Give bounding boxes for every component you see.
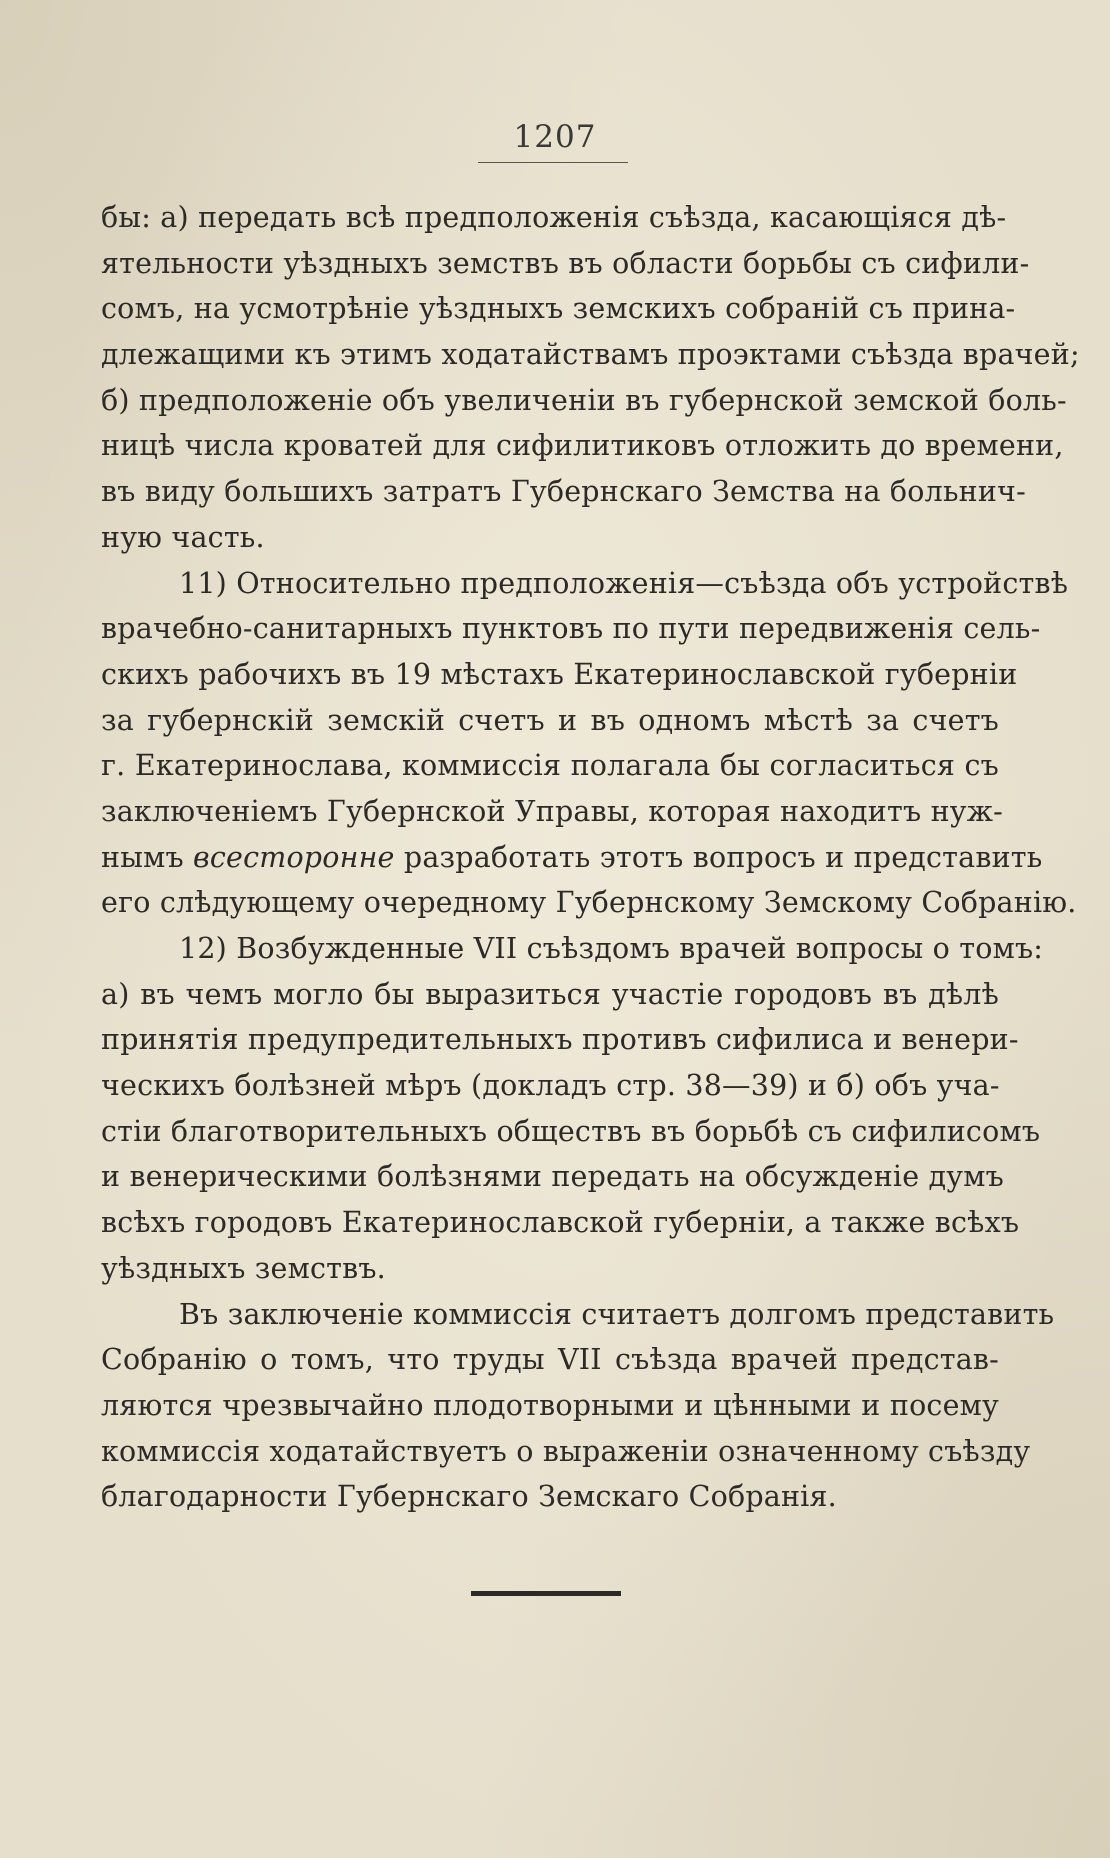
text-line: благодарности Губернскаго Земскаго Собранія.: [101, 1480, 837, 1514]
text-line: заключеніемъ Губернской Управы, которая находитъ нуж-: [101, 794, 1003, 828]
italic-word: всесторонне: [193, 840, 395, 874]
text-line: б) предположеніе объ увеличеніи въ губернской земской боль-: [101, 383, 1067, 417]
text-line: его слѣдующему очередному Губернскому Земскому Собранію.: [101, 886, 1077, 920]
text-line: ческихъ болѣзней мѣръ (докладъ стр. 38—39) и б) объ уча-: [101, 1069, 1000, 1103]
text-line: ляются чрезвычайно плодотворными и цѣнными и посему: [101, 1388, 999, 1422]
text-line: стіи благотворительныхъ обществъ въ борьбѣ съ сифилисомъ: [101, 1114, 1041, 1148]
conclusion-paragraph-start: Въ заключеніе коммиссія считаетъ долгомъ представить: [179, 1297, 1055, 1331]
body-text: [101, 195, 1080, 1520]
text-line: за губернскій земскій счетъ и въ одномъ мѣстѣ за счетъ: [101, 703, 999, 737]
page-number: 1207: [513, 119, 597, 155]
text-line: коммиссія ходатайствуетъ о выраженіи означенному съѣзду: [101, 1434, 1031, 1468]
paragraph-12-start: 12) Возбужденные VII съѣздомъ врачей вопросы о томъ:: [179, 932, 1044, 965]
text-line: бы: а) передать всѣ предположенія съѣзда, касающіяся дѣ-: [101, 201, 1007, 234]
text-line: принятія предупредительныхъ противъ сифилиса и венери-: [101, 1023, 1019, 1057]
text-line: уѣздныхъ земствъ.: [101, 1251, 386, 1285]
paragraph-11-start: 11) Относительно предположенія—съѣзда объ устройствѣ: [179, 566, 1069, 600]
text-line: Собранію о томъ, что труды VII съѣзда врачей представ-: [101, 1343, 999, 1377]
text-line: въ виду большихъ затратъ Губернскаго Земства на больнич-: [101, 475, 1026, 509]
end-rule: [471, 1591, 621, 1596]
text-line: скихъ рабочихъ въ 19 мѣстахъ Екатеринославской губерніи: [101, 657, 1018, 691]
line-segment: разработать этотъ вопросъ и представить: [394, 840, 1043, 874]
text-line: ную часть.: [101, 520, 265, 554]
text-line-with-italic: [101, 835, 1043, 881]
text-line: сомъ, на усмотрѣніе уѣздныхъ земскихъ собраній съ прина-: [101, 292, 1016, 326]
text-line: и венерическими болѣзнями передать на обсужденіе думъ: [101, 1160, 1004, 1194]
text-line: ницѣ числа кроватей для сифилитиковъ отложить до времени,: [101, 429, 1064, 463]
page-number-underline: [478, 162, 628, 163]
text-line: врачебно-санитарныхъ пунктовъ по пути передвиженія сель-: [101, 612, 1041, 646]
text-line: ятельности уѣздныхъ земствъ въ области борьбы съ сифили-: [101, 246, 1030, 280]
text-line: длежащими къ этимъ ходатайствамъ проэктами съѣзда врачей;: [101, 338, 1080, 372]
text-line: г. Екатеринослава, коммиссія полагала бы согласиться съ: [101, 749, 999, 783]
text-line: всѣхъ городовъ Екатеринославской губерніи, а также всѣхъ: [101, 1206, 1020, 1240]
line-segment: нымъ: [101, 840, 194, 874]
text-line: а) въ чемъ могло бы выразиться участіе городовъ въ дѣлѣ: [101, 977, 999, 1011]
